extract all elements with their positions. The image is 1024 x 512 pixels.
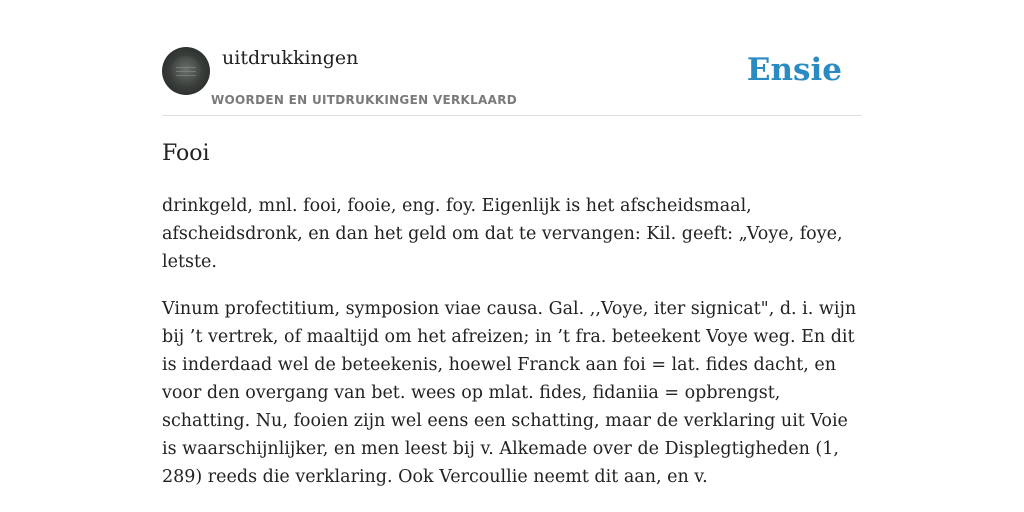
header-divider — [162, 115, 862, 116]
article-body — [162, 192, 868, 510]
article-paragraph: Vinum profectitium, symposion viae causa. Gal. ,,Voye, iter signicat", d. i. wijn bij ’t vertrek, of maaltijd om het afreizen; in ’t fra. beteekent Voye weg. En dit is inderdaad wel de beteekenis, hoewel Franck aan foi = lat. fides dacht, en voor den overgang van bet. wees op mlat. fides, fidaniia = opbrengst, schatting. Nu, fooien zijn wel eens een schatting, maar de verklaring uit Voie is waarschijnlijker, en men leest bij v. Alkemade over de Displegtigheden (1, 289) reeds die verklaring. Ook Vercoullie neemt dit aan, en v. — [162, 299, 857, 487]
site-name-link[interactable]: uitdrukkingen — [222, 47, 359, 69]
site-tagline: WOORDEN EN UITDRUKKINGEN VERKLAARD — [211, 93, 518, 107]
cover-line — [176, 71, 196, 72]
article-paragraph: drinkgeld, mnl. fooi, fooie, eng. foy. Eigenlijk is het afscheidsmaal, afscheidsdronk, en dan het geld om dat te vervangen: Kil. geeft: „Voye, foye, letste. — [162, 196, 843, 272]
brand-logo-link[interactable]: Ensie — [746, 52, 842, 88]
cover-line — [176, 67, 196, 68]
avatar[interactable] — [162, 47, 210, 95]
cover-line — [176, 75, 196, 76]
page-title: Fooi — [162, 141, 210, 166]
site-header — [162, 46, 862, 116]
